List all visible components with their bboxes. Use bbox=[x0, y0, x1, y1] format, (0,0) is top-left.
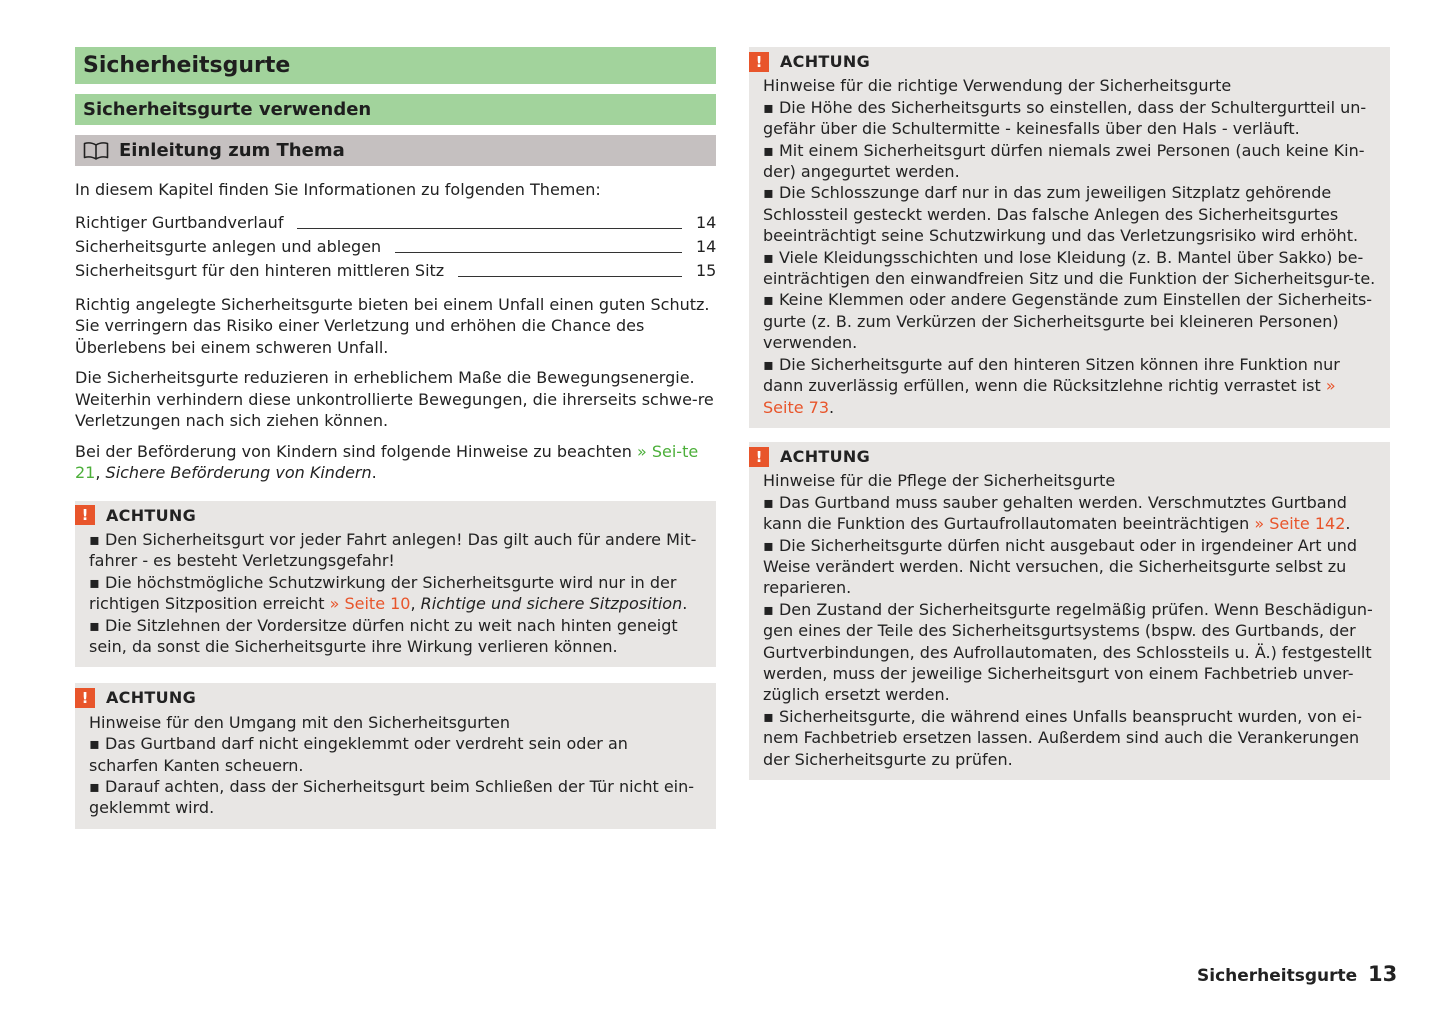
link-title: Richtige und sichere Sitzposition bbox=[420, 594, 683, 614]
warning-header bbox=[75, 687, 702, 708]
warning-item: ▪ Die Schlosszunge darf nur in das zum jeweiligen Sitzplatz gehörende Schlossteil gesteckt werden. Das falsche Anlegen des Sicherheitsgurtes beeinträchtigt seine Schutzwirkung und das Verletzungsrisiko wird erhöht. bbox=[763, 182, 1376, 246]
warning-item: ▪ Die Höhe des Sicherheitsgurts so einstellen, dass der Schultergurtteil un-gefähr über die Schultermitte - keinesfalls über den Hals - verläuft. bbox=[763, 97, 1376, 140]
warning-icon: ! bbox=[749, 447, 769, 467]
paragraph bbox=[75, 441, 716, 484]
warning-item: ▪ Keine Klemmen oder andere Gegenstände zum Einstellen der Sicherheits-gurte (z. B. zum Verkürzen der Sicherheitsgurte bei kleineren Personen) verwenden. bbox=[763, 289, 1376, 353]
warning-item bbox=[763, 354, 1376, 418]
warning-item-text: . bbox=[682, 594, 688, 614]
warning-item-text: . bbox=[1345, 514, 1351, 534]
link-title: Sichere Beförderung von Kindern bbox=[105, 463, 372, 482]
warning-intro: Hinweise für den Umgang mit den Sicherheitsgurten bbox=[89, 712, 511, 732]
toc-row[interactable] bbox=[75, 259, 716, 283]
toc-label[interactable]: Sicherheitsgurte anlegen und ablegen bbox=[75, 236, 382, 256]
toc-leader bbox=[297, 228, 682, 229]
toc-row[interactable] bbox=[75, 235, 716, 259]
warning-box bbox=[75, 501, 716, 668]
toc-page[interactable]: 14 bbox=[696, 212, 717, 232]
warning-item-text: , bbox=[410, 594, 421, 614]
warning-header bbox=[749, 51, 1376, 72]
warning-item-text: Die Sicherheitsgurte auf den hinteren Sitzen können ihre Funktion nur dann zuverlässig erfüllen, wenn die Rücksitzlehne richtig verrastet ist bbox=[763, 354, 1340, 396]
warning-box bbox=[749, 442, 1390, 780]
warning-header bbox=[749, 446, 1376, 467]
toc-label[interactable]: Sicherheitsgurt für den hinteren mittleren Sitz bbox=[75, 260, 445, 280]
footer-chapter-title: Sicherheitsgurte bbox=[1197, 966, 1358, 986]
paragraph-text: Bei der Beförderung von Kindern sind folgende Hinweise zu beachten bbox=[75, 441, 637, 461]
toc bbox=[75, 211, 716, 283]
warning-icon: ! bbox=[749, 52, 769, 72]
warning-item: ▪ Viele Kleidungsschichten und lose Kleidung (z. B. Mantel über Sakko) be-einträchtigen den einwandfreien Sitz und die Funktion der Sicherheitsgur-te. bbox=[763, 247, 1376, 290]
warning-intro: Hinweise für die richtige Verwendung der Sicherheitsgurte bbox=[763, 76, 1232, 96]
warning-item: ▪ Die Sitzlehnen der Vordersitze dürfen nicht zu weit nach hinten geneigt sein, da sonst die Sicherheitsgurte ihre Wirkung verlieren können. bbox=[89, 615, 702, 658]
warning-item: ▪ Darauf achten, dass der Sicherheitsgurt beim Schließen der Tür nicht ein-geklemmt wird. bbox=[89, 776, 702, 819]
warning-item bbox=[763, 492, 1376, 535]
paragraph: Die Sicherheitsgurte reduzieren in erheblichem Maße die Bewegungsenergie. Weiterhin verhindern diese unkontrollierte Bewegungen, die ihrerseits schwe-re Verletzungen nach sich ziehen können. bbox=[75, 368, 714, 430]
warning-item-text: Das Gurtband muss sauber gehalten werden. Verschmutztes Gurtband kann die Funktion des Gurtaufrollautomaten beeinträchtigen bbox=[763, 492, 1347, 534]
warning-item: ▪ Das Gurtband darf nicht eingeklemmt oder verdreht sein oder an scharfen Kanten scheuern. bbox=[89, 733, 702, 776]
subsection-heading bbox=[75, 135, 716, 166]
book-icon bbox=[83, 141, 109, 161]
warning-title: ACHTUNG bbox=[780, 52, 871, 71]
warning-box bbox=[749, 47, 1390, 428]
toc-leader bbox=[458, 276, 682, 277]
toc-page[interactable]: 15 bbox=[696, 260, 717, 280]
warning-intro: Hinweise für die Pflege der Sicherheitsgurte bbox=[763, 471, 1116, 491]
right-column bbox=[749, 47, 1390, 780]
section-heading: Sicherheitsgurte verwenden bbox=[75, 94, 716, 125]
paragraph-text: . bbox=[371, 463, 377, 482]
chapter-heading: Sicherheitsgurte bbox=[75, 47, 716, 84]
page-link[interactable]: » Seite 73 bbox=[763, 376, 1336, 417]
warning-item: ▪ Den Zustand der Sicherheitsgurte regelmäßig prüfen. Wenn Beschädigun-gen eines der Teile des Sicherheitsgurtsystems (bspw. des Gurtbands, der Gurtverbindungen, des Aufrollautomaten, des Schlossteils u. Ä.) festgestellt werden, muss der jeweilige Sicherheitsgurt von einem Fachbetrieb unver-züglich ersetzt werden. bbox=[763, 599, 1376, 706]
warning-item: ▪ Die Sicherheitsgurte dürfen nicht ausgebaut oder in irgendeiner Art und Weise verändert werden. Nicht versuchen, die Sicherheitsgurte selbst zu reparieren. bbox=[763, 535, 1376, 599]
toc-label[interactable]: Richtiger Gurtbandverlauf bbox=[75, 212, 284, 232]
warning-box bbox=[75, 683, 716, 828]
left-column bbox=[75, 47, 716, 829]
page-link[interactable]: » Seite 10 bbox=[329, 594, 411, 614]
toc-leader bbox=[395, 252, 682, 253]
warning-header bbox=[75, 505, 702, 526]
warning-title: ACHTUNG bbox=[106, 505, 197, 525]
paragraph-text: , bbox=[95, 463, 106, 482]
warning-icon: ! bbox=[75, 505, 95, 525]
toc-row[interactable] bbox=[75, 211, 716, 235]
page-link[interactable]: » Seite 142 bbox=[1254, 514, 1346, 534]
warning-item bbox=[89, 572, 702, 615]
page-link[interactable]: » Sei-te 21 bbox=[75, 441, 699, 482]
subsection-heading-label: Einleitung zum Thema bbox=[119, 140, 345, 161]
warning-item: ▪ Den Sicherheitsgurt vor jeder Fahrt anlegen! Das gilt auch für andere Mit-fahrer - es besteht Verletzungsgefahr! bbox=[89, 529, 702, 572]
toc-page[interactable]: 14 bbox=[696, 236, 717, 256]
warning-item-text: Die höchstmögliche Schutzwirkung der Sicherheitsgurte wird nur in der richtigen Sitzposition erreicht bbox=[89, 572, 677, 614]
warning-title: ACHTUNG bbox=[780, 446, 871, 466]
page-number: 13 bbox=[1368, 962, 1398, 986]
intro-text: In diesem Kapitel finden Sie Informationen zu folgenden Themen: bbox=[75, 180, 601, 199]
warning-icon: ! bbox=[75, 688, 95, 708]
paragraph: Richtig angelegte Sicherheitsgurte bieten bei einem Unfall einen guten Schutz. Sie verringern das Risiko einer Verletzung und erhöhen die Chance des Überlebens bei einem schweren Unfall. bbox=[75, 294, 710, 357]
warning-item-text: . bbox=[829, 397, 835, 417]
warning-item: ▪ Sicherheitsgurte, die während eines Unfalls beansprucht wurden, von ei-nem Fachbetrieb ersetzen lassen. Außerdem sind auch die Verankerungen der Sicherheitsgurte zu prüfen. bbox=[763, 706, 1376, 770]
warning-item: ▪ Mit einem Sicherheitsgurt dürfen niemals zwei Personen (auch keine Kin-der) angegurtet werden. bbox=[763, 140, 1376, 183]
warning-title: ACHTUNG bbox=[106, 688, 197, 708]
